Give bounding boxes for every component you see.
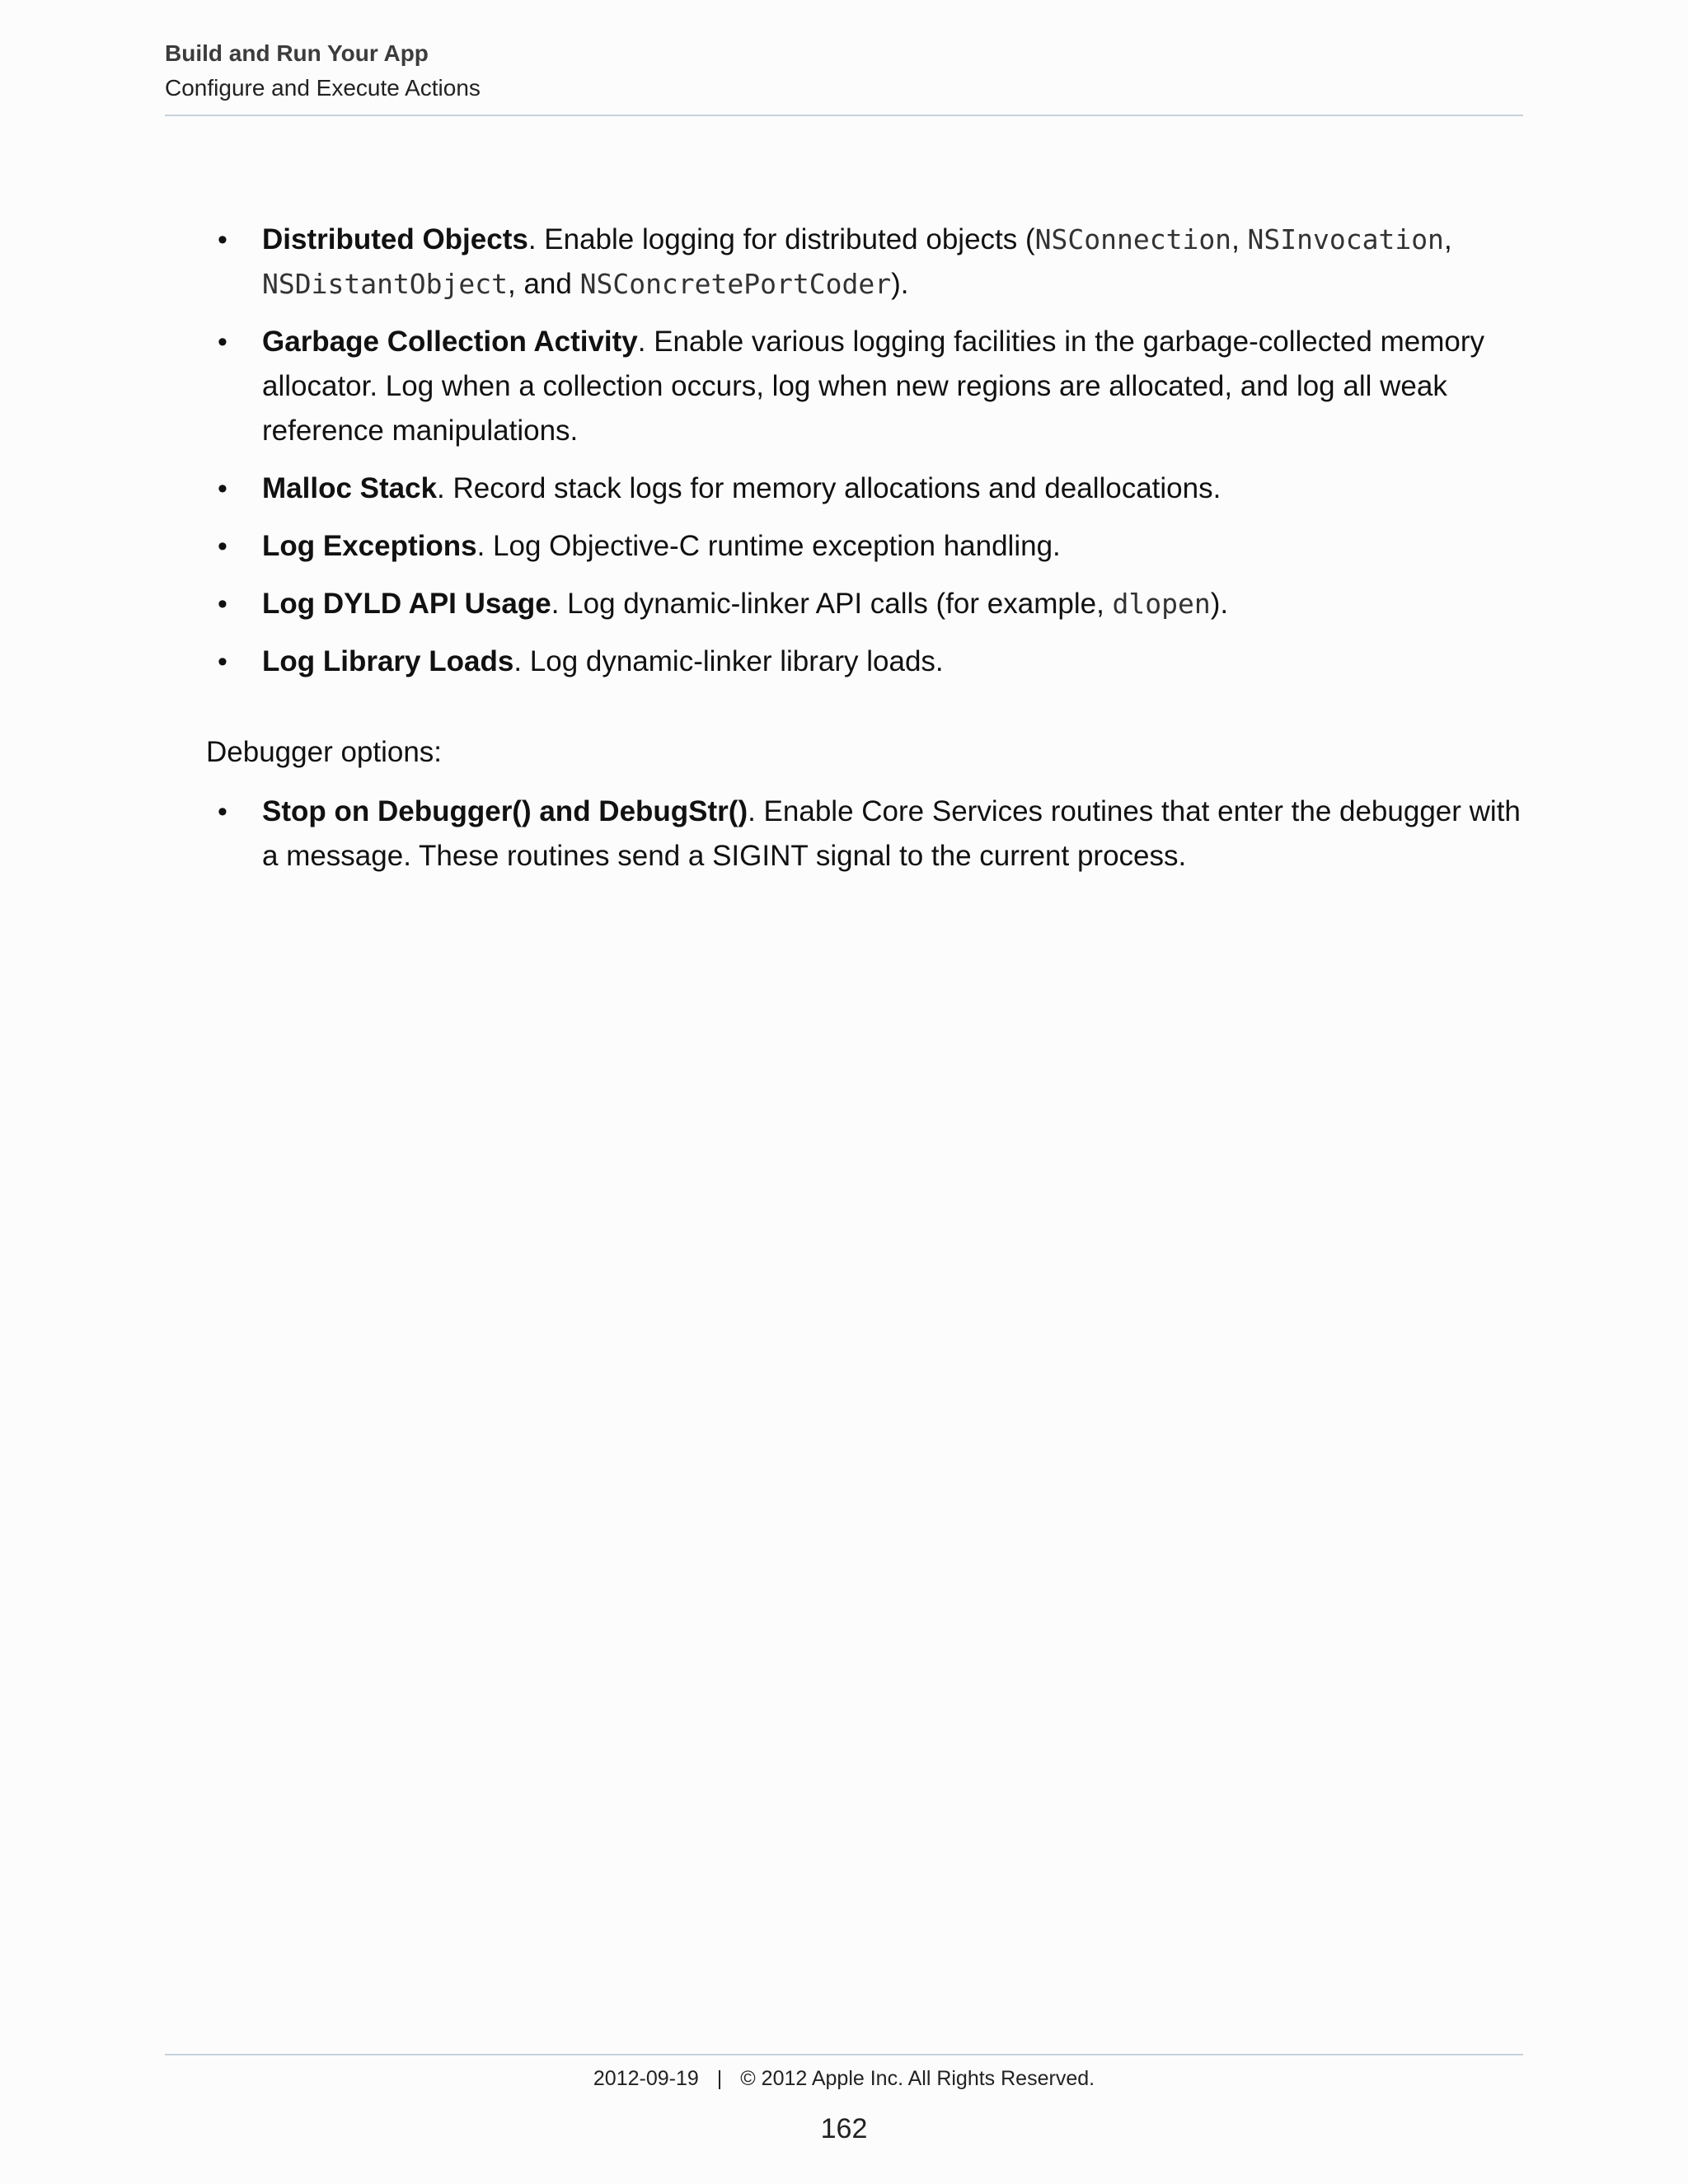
- main-content: [206, 218, 1525, 892]
- list-item: [206, 320, 1525, 453]
- option-text: . Enable Core Services routines that enter the debugger with a message. These routines send a SIGINT signal to the current process.: [262, 795, 1521, 872]
- option-text: ,: [1443, 223, 1452, 255]
- option-term: Garbage Collection Activity: [262, 326, 638, 358]
- list-item: [206, 790, 1525, 879]
- option-text: ).: [1210, 588, 1229, 620]
- code-term: NSInvocation: [1247, 223, 1444, 255]
- page-footer: [0, 2067, 1688, 2091]
- bullet-icon: •: [218, 588, 227, 620]
- bullet-icon: •: [218, 531, 227, 562]
- page-number: 162: [820, 2113, 868, 2144]
- code-term: dlopen: [1112, 588, 1211, 620]
- option-term: Stop on Debugger() and DebugStr(): [262, 795, 748, 827]
- list-item: [206, 524, 1525, 569]
- footer-copyright: © 2012 Apple Inc. All Rights Reserved.: [740, 2067, 1095, 2090]
- debugger-options-heading: Debugger options:: [206, 736, 443, 768]
- bullet-icon: •: [218, 224, 227, 255]
- option-text: , and: [508, 268, 580, 300]
- footer-separator: |: [716, 2067, 723, 2090]
- page-header: [165, 36, 1523, 105]
- option-term: Distributed Objects: [262, 223, 528, 255]
- list-item: [206, 582, 1525, 626]
- logging-options-list: [206, 218, 1525, 684]
- section-title: Configure and Execute Actions: [165, 75, 481, 101]
- option-text: . Enable various logging facilities in the garbage-collected memory allocator. Log when a collection occurs, log when new regions are allocated, and log all weak reference manipulations.: [262, 326, 1484, 447]
- option-text: ).: [891, 268, 909, 300]
- option-term: Log Library Loads: [262, 645, 514, 677]
- option-term: Malloc Stack: [262, 472, 438, 504]
- option-text: . Log dynamic-linker library loads.: [513, 645, 944, 677]
- bullet-icon: •: [218, 646, 227, 677]
- option-text: . Enable logging for distributed objects (: [528, 223, 1035, 255]
- header-divider: [165, 115, 1523, 116]
- bullet-icon: •: [218, 796, 227, 827]
- code-term: NSDistantObject: [262, 268, 509, 300]
- code-term: NSConnection: [1034, 223, 1232, 255]
- option-term: Log DYLD API Usage: [262, 588, 551, 620]
- list-item: [206, 640, 1525, 684]
- debugger-options-list: [206, 790, 1525, 879]
- bullet-icon: •: [218, 473, 227, 504]
- list-item: [206, 466, 1525, 511]
- option-text: . Log Objective-C runtime exception handling.: [476, 530, 1061, 562]
- option-text: . Log dynamic-linker API calls (for example,: [551, 588, 1113, 620]
- footer-date: 2012-09-19: [593, 2067, 699, 2090]
- option-term: Log Exceptions: [262, 530, 477, 562]
- option-text: ,: [1231, 223, 1248, 255]
- code-term: NSConcretePortCoder: [579, 268, 892, 300]
- bullet-icon: •: [218, 326, 227, 358]
- footer-divider: [165, 2054, 1523, 2055]
- list-item: [206, 218, 1525, 307]
- chapter-title: Build and Run Your App: [165, 40, 429, 66]
- option-text: . Record stack logs for memory allocations and deallocations.: [437, 472, 1221, 504]
